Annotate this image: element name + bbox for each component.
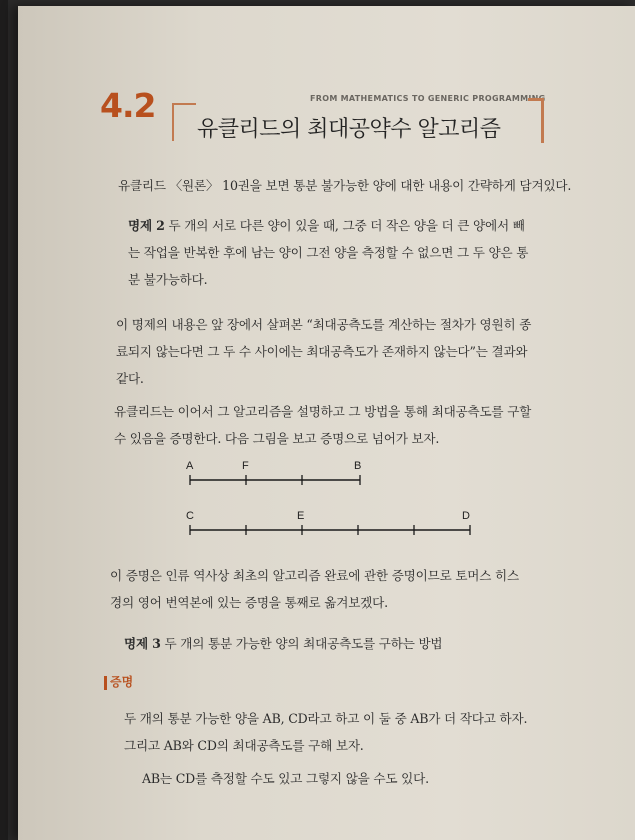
label-a: A [186, 460, 194, 472]
proof-heading-bar [104, 676, 107, 690]
book-gutter [0, 0, 8, 840]
section-number: 4.2 [100, 86, 156, 125]
title-bracket-left [172, 103, 196, 141]
proposition-2-label: 명제 2 [128, 218, 165, 233]
proof-heading: 증명 [110, 675, 134, 689]
label-f: F [242, 460, 249, 472]
proof-line2: 그리고 AB와 CD의 최대공측도를 구해 보자. [124, 738, 364, 753]
segment-ab [186, 460, 361, 485]
section-title: 유클리드의 최대공약수 알고리즘 [197, 117, 501, 142]
proof-line1: 두 개의 통분 가능한 양을 AB, CD라고 하고 이 둘 중 AB가 더 작다고 하자. [124, 711, 528, 726]
proposition-3 [124, 630, 442, 657]
proposition-2-line2: 는 작업을 반복한 후에 남는 양이 그전 양을 측정할 수 없으면 그 두 양은 통 [128, 245, 529, 260]
running-title: FROM MATHEMATICS TO GENERIC PROGRAMMING [310, 94, 546, 103]
proposition-2-line3: 분 불가능하다. [128, 272, 208, 287]
label-b: B [354, 460, 362, 472]
line-segment-figure [170, 455, 490, 555]
label-c: C [186, 510, 194, 522]
proposition-3-label: 명제 3 [124, 636, 161, 651]
paragraph-4-line1: 이 증명은 인류 역사상 최초의 알고리즘 완료에 관한 증명이므로 토머스 히스 [110, 568, 519, 583]
proposition-2-line1: 두 개의 서로 다른 양이 있을 때, 그중 더 작은 양을 더 큰 양에서 빼 [168, 218, 525, 233]
intro-paragraph: 유클리드 〈원론〉 10권을 보면 통분 불가능한 양에 대한 내용이 간략하게 담겨있다. [118, 178, 572, 193]
paragraph-2-line3: 같다. [116, 371, 144, 386]
proposition-3-text: 두 개의 통분 가능한 양의 최대공측도를 구하는 방법 [164, 636, 443, 651]
paragraph-2-line2: 료되지 않는다면 그 두 수 사이에는 최대공측도가 존재하지 않는다”는 결과와 [116, 344, 528, 359]
paragraph-3-line1: 유클리드는 이어서 그 알고리즘을 설명하고 그 방법을 통해 최대공측도를 구할 [114, 404, 532, 419]
title-bracket-right [528, 98, 544, 143]
label-d: D [462, 510, 470, 522]
proof-line3: AB는 CD를 측정할 수도 있고 그렇지 않을 수도 있다. [142, 771, 429, 786]
segment-cd [186, 510, 470, 535]
label-e: E [297, 510, 305, 522]
paragraph-3-line2: 수 있음을 증명한다. 다음 그림을 보고 증명으로 넘어가 보자. [114, 431, 440, 446]
paragraph-4-line2: 경의 영어 번역본에 있는 증명을 통째로 옮겨보겠다. [110, 595, 388, 610]
proposition-2 [128, 212, 525, 239]
paragraph-2-line1: 이 명제의 내용은 앞 장에서 살펴본 “최대공측도를 계산하는 절차가 영원히 종 [116, 317, 532, 332]
